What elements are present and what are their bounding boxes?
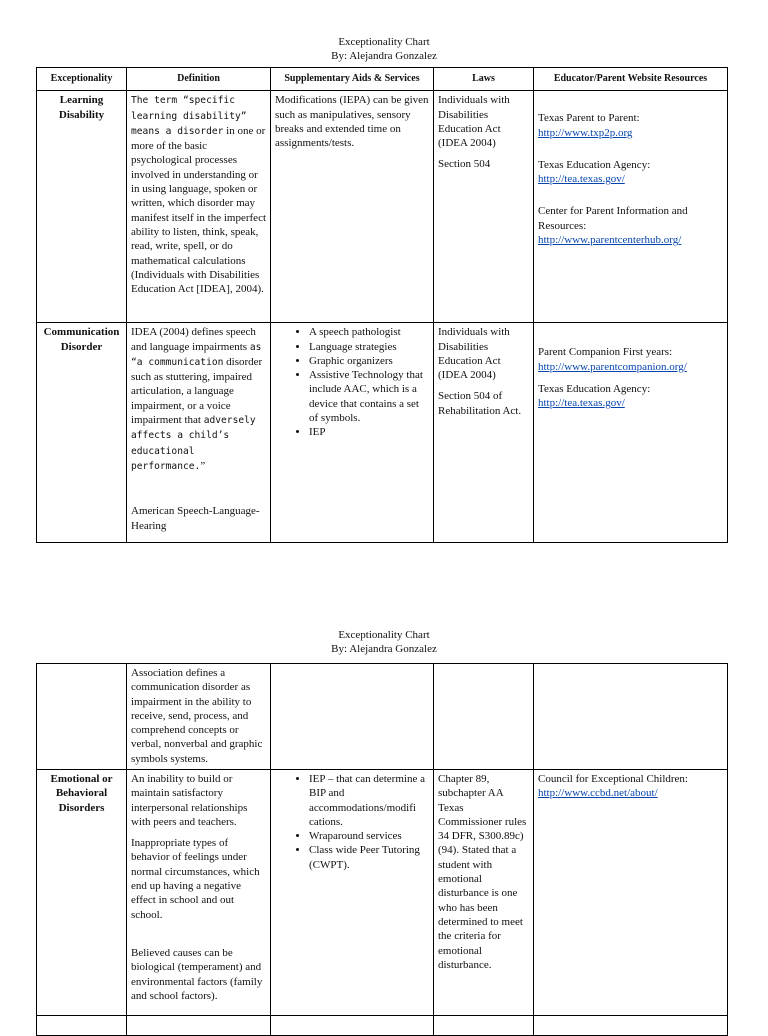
aids-cell — [271, 664, 434, 770]
page-header-1 — [0, 35, 768, 63]
definition-text: IDEA (2004) defines speech and language impairments — [131, 326, 256, 353]
exceptionality-table-page-1 — [36, 67, 728, 543]
resource-item — [538, 772, 723, 801]
exceptionality-cell: Emotional or Behavioral Disorders — [37, 770, 127, 1016]
resource-item — [538, 345, 723, 374]
definition-text: in one or more of the basic psychological processes involved in understanding or in using language, spoken or written, which disorder may manifest itself in the imperfect ability to listen, think, speak, read, write, spell, or do mathematical calculations (Individuals with Disabilities Education Act [IDEA], 2004). — [131, 124, 267, 296]
resources-cell — [534, 664, 728, 770]
definition-source: American Speech-Language-Hearing — [131, 505, 260, 532]
aids-cell — [271, 1016, 434, 1036]
definition-text: Inappropriate types of behavior of feelings under normal circumstances, which end up having a negative effect in school and out school. — [131, 837, 260, 921]
table-row — [37, 91, 728, 323]
chart-title: Exceptionality Chart — [338, 36, 430, 48]
definition-text: An inability to build or maintain satisfactory interpersonal relationships with peers and teachers. — [131, 773, 248, 828]
resource-label: Council for Exceptional Children: — [538, 773, 688, 785]
column-header: Supplementary Aids & Services — [271, 68, 434, 91]
resource-label: Center for Parent Information and Resources: — [538, 205, 688, 232]
resources-cell — [534, 91, 728, 323]
list-item: • Language strategies — [309, 340, 429, 354]
laws-cell — [434, 664, 534, 770]
resource-item — [538, 204, 723, 247]
column-header: Exceptionality — [37, 68, 127, 91]
definition-quote: The term “specific learning disability” means a disorder — [131, 95, 247, 137]
column-header: Educator/Parent Website Resources — [534, 68, 728, 91]
aids-list — [275, 772, 429, 872]
table-row — [37, 1016, 728, 1036]
chart-author: By: Alejandra Gonzalez — [331, 50, 437, 62]
aids-list — [275, 325, 429, 439]
aids-cell — [271, 323, 434, 543]
exceptionality-cell — [37, 664, 127, 770]
definition-text: Believed causes can be biological (temperament) and environmental factors (family and school factors). — [131, 946, 263, 1002]
exceptionality-cell: Learning Disability — [37, 91, 127, 323]
definition-cell — [127, 323, 271, 543]
resource-label: Parent Companion First years: — [538, 346, 673, 359]
resource-item — [538, 382, 723, 411]
resource-label: Texas Education Agency: — [538, 382, 651, 395]
list-item: • Assistive Technology that include AAC, which is a device that contains a set of symbols. — [309, 368, 429, 425]
law-item: Section 504 of Rehabilitation Act. — [438, 390, 522, 417]
law-item: Individuals with Disabilities Education Act (IDEA 2004) — [438, 94, 510, 150]
aids-cell: Modifications (IEPA) can be given such as manipulatives, sensory breaks and extended time on assignments/tests. — [271, 91, 434, 323]
table-row — [37, 664, 728, 770]
resource-link[interactable]: http://tea.texas.gov/ — [538, 173, 625, 186]
resources-cell — [534, 323, 728, 543]
definition-text: disorder such as stuttering, impaired articulation, a language impairment, or a voice impairment that — [131, 355, 263, 427]
definition-quote: adversely affects a child’s educational performance. — [131, 415, 256, 472]
list-item: • Class wide Peer Tutoring (CWPT). — [309, 843, 429, 872]
resource-label: Texas Education Agency: — [538, 158, 651, 171]
definition-cell — [127, 91, 271, 323]
resource-link[interactable]: http://www.ccbd.net/about/ — [538, 787, 658, 800]
resource-label: Texas Parent to Parent: — [538, 112, 640, 125]
laws-cell — [434, 1016, 534, 1036]
page-header-2 — [0, 628, 768, 656]
resources-cell — [534, 770, 728, 1016]
list-item: • Graphic organizers — [309, 354, 429, 368]
resource-item — [538, 111, 723, 140]
table-row — [37, 323, 728, 543]
resource-link[interactable]: http://www.parentcenterhub.org/ — [538, 234, 682, 247]
exceptionality-cell: Communication Disorder — [37, 323, 127, 543]
law-item: Individuals with Disabilities Education Act (IDEA 2004) — [438, 326, 510, 382]
laws-cell: Chapter 89, subchapter AA Texas Commissioner rules 34 DFR, S300.89c) (94). Stated that a student with emotional disturbance is one who has been determined to meet the criteria for emotional disturbance. — [434, 770, 534, 1016]
list-item: • Wraparound services — [309, 829, 429, 843]
definition-cell: Association defines a communication disorder as impairment in the ability to receive, send, process, and comprehend concepts or verbal, nonverbal and graphic symbols systems. — [127, 664, 271, 770]
definition-cell — [127, 770, 271, 1016]
table-row — [37, 770, 728, 1016]
resource-item — [538, 158, 723, 187]
column-header: Laws — [434, 68, 534, 91]
exceptionality-table-page-2 — [36, 663, 728, 1036]
list-item: • IEP – that can determine a BIP and accommodations/modifi cations. — [309, 772, 429, 829]
resource-link[interactable]: http://www.txp2p.org — [538, 126, 633, 139]
chart-author: By: Alejandra Gonzalez — [331, 643, 437, 655]
resource-link[interactable]: http://www.parentcompanion.org/ — [538, 360, 687, 373]
laws-cell — [434, 91, 534, 323]
exceptionality-cell — [37, 1016, 127, 1036]
list-item: • A speech pathologist — [309, 325, 429, 339]
laws-cell — [434, 323, 534, 543]
chart-title: Exceptionality Chart — [338, 629, 430, 641]
definition-cell — [127, 1016, 271, 1036]
definition-quote: as “a communication — [131, 341, 262, 368]
column-header: Definition — [127, 68, 271, 91]
definition-text: ” — [200, 459, 206, 472]
resources-cell — [534, 1016, 728, 1036]
law-item: Section 504 — [438, 158, 491, 171]
resource-link[interactable]: http://tea.texas.gov/ — [538, 397, 625, 410]
table-header-row — [37, 68, 728, 91]
list-item: • IEP — [309, 425, 429, 439]
aids-cell — [271, 770, 434, 1016]
